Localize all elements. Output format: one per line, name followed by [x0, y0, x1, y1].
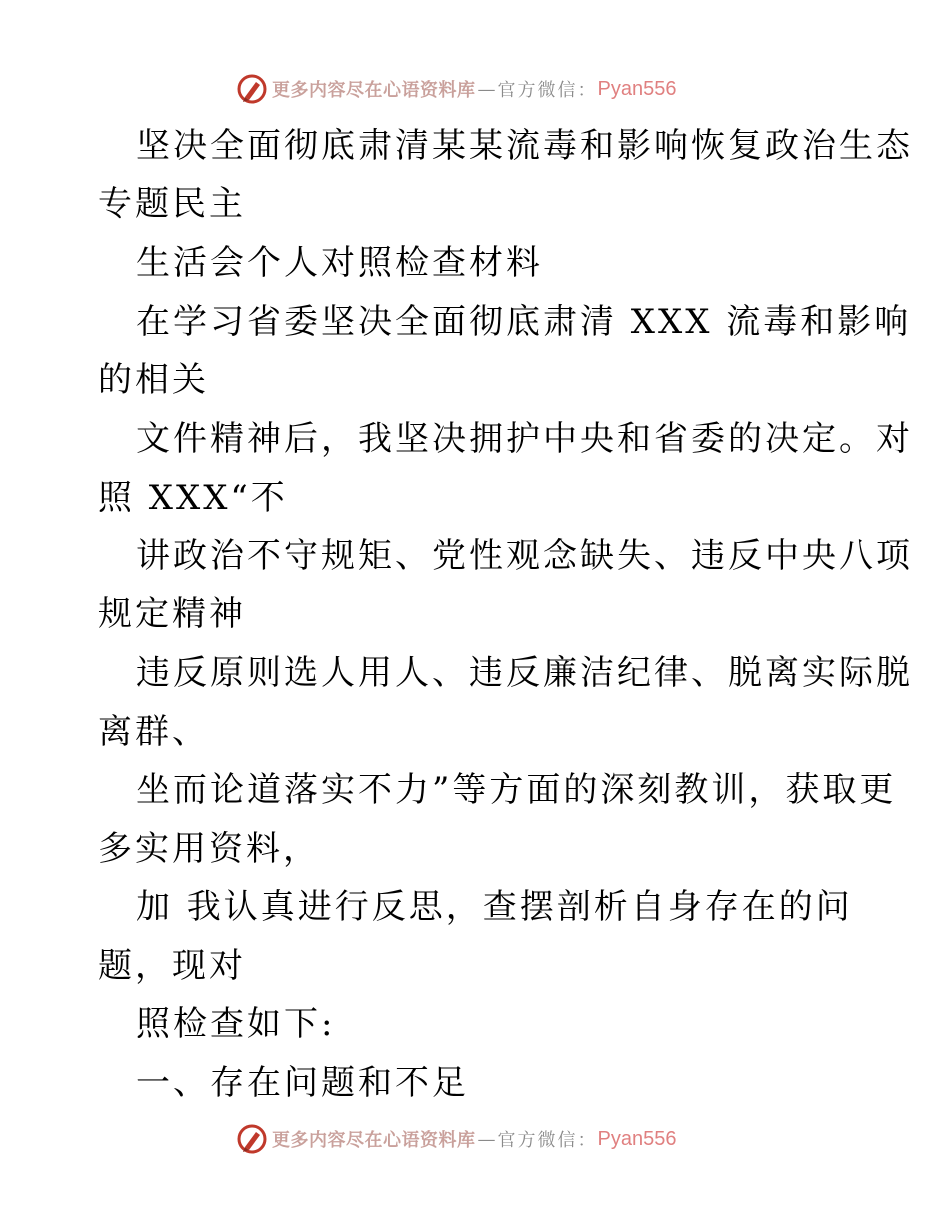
- pen-logo-icon: [236, 73, 268, 105]
- doc-paragraph-line: 的相关: [98, 360, 209, 400]
- watermark-text: 更多内容尽在心语资料库: [272, 1130, 476, 1151]
- doc-section-heading: 一、存在问题和不足: [136, 1063, 469, 1103]
- doc-paragraph-line: 照检查如下:: [136, 1004, 336, 1044]
- doc-paragraph-line: 在学习省委坚决全面彻底肃清 XXX 流毒和影响: [136, 302, 912, 342]
- doc-title-line-1: 坚决全面彻底肃清某某流毒和影响恢复政治生态: [136, 126, 913, 166]
- watermark-wechat-id: Pyan556: [597, 1127, 677, 1150]
- watermark-text: 更多内容尽在心语资料库: [272, 80, 476, 101]
- watermark-wechat-id: Pyan556: [597, 77, 677, 100]
- doc-paragraph-line: 多实用资料，: [98, 829, 320, 869]
- doc-paragraph-line: 违反原则选人用人、违反廉洁纪律、脱离实际脱: [136, 653, 913, 693]
- doc-paragraph-line: 讲政治不守规矩、党性观念缺失、违反中央八项: [136, 536, 913, 576]
- doc-paragraph-line: 题，现对: [98, 946, 246, 986]
- doc-paragraph-line: 离群、: [98, 712, 209, 752]
- pen-logo-icon: [236, 1123, 268, 1155]
- doc-subtitle: 生活会个人对照检查材料: [136, 243, 543, 283]
- doc-paragraph-line: 照 XXX“不: [98, 478, 288, 518]
- doc-paragraph-line: 加 我认真进行反思，查摆剖析自身存在的问: [136, 887, 853, 927]
- watermark-wechat-label: 官方微信：: [497, 80, 598, 101]
- doc-title-line-2: 专题民主: [98, 184, 246, 224]
- watermark-wechat-label: 官方微信：: [497, 1130, 598, 1151]
- footer-watermark: [236, 1122, 676, 1156]
- doc-paragraph-line: 文件精神后，我坚决拥护中央和省委的决定。对: [136, 419, 913, 459]
- doc-paragraph-line: 规定精神: [98, 594, 246, 634]
- watermark-dash: —: [477, 1128, 496, 1150]
- watermark-dash: —: [477, 78, 496, 100]
- doc-paragraph-line: 坐而论道落实不力”等方面的深刻教训，获取更: [136, 770, 897, 810]
- header-watermark: [236, 72, 676, 106]
